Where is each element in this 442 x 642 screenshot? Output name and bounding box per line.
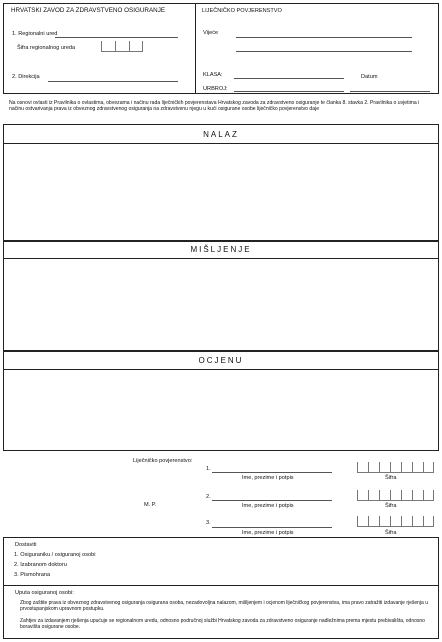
code-caption: Šifra <box>385 475 397 481</box>
klasa-label: KLASA: <box>203 72 223 78</box>
instructions-title: Uputa osiguranoj osobi: <box>15 590 74 596</box>
ocjenu-text-area[interactable] <box>5 371 437 449</box>
council-field-1[interactable] <box>236 37 412 38</box>
signature-row-number: 2. <box>206 494 211 500</box>
institution-title: HRVATSKI ZAVOD ZA ZDRAVSTVENO OSIGURANJE <box>11 7 166 14</box>
signature-caption: Ime, prezime i potpis <box>242 503 294 509</box>
directorate-label: 2. Direkcija <box>12 74 40 80</box>
regional-office-field[interactable] <box>55 37 178 38</box>
ocjenu-section <box>3 350 439 451</box>
member-code-field[interactable] <box>357 516 434 527</box>
nalaz-section <box>3 124 439 242</box>
urbroj-field[interactable] <box>234 91 344 92</box>
footer-block <box>3 537 439 639</box>
instructions-paragraph-1: Zbog zaštite prava iz obveznog zdravstvenog osiguranja osigurana osoba, nezadovoljna nalazom, mišljenjem i ocjenom liječničkog povjerenstva, ima pravo zatražiti izdavanje rješenja u prvostupanjskom upravnom postupku. <box>20 600 428 612</box>
mp-label: M. P. <box>144 502 157 508</box>
directorate-field[interactable] <box>48 81 178 82</box>
instructions-paragraph-2: Zahtjev za izdavanjem rješenja upućuje se regionalnom uredu, odnosno područnoj službi Hrvatskog zavoda za zdravstveno osiguranje nadležnima prema mjestu prebivališta, odnosno boravišta osigurane osobe. <box>20 618 425 630</box>
council-label: Vijeće <box>203 30 219 36</box>
urbroj-label: URBROJ: <box>203 86 228 92</box>
ocjenu-title: OCJENU <box>198 356 244 365</box>
signature-field[interactable] <box>212 527 332 528</box>
signature-field[interactable] <box>212 500 332 501</box>
header-divider <box>195 4 196 93</box>
delivery-item: 3. Pismohrana <box>14 572 51 578</box>
signature-row-number: 1. <box>206 466 211 472</box>
signature-caption: Ime, prezime i potpis <box>242 475 294 481</box>
regional-code-field[interactable] <box>101 41 143 52</box>
klasa-field[interactable] <box>234 78 344 79</box>
ocjenu-title-rule <box>4 369 438 370</box>
nalaz-title-rule <box>4 143 438 144</box>
intro-text: Na osnovi ovlasti iz Pravilnika o ovlastima, obvezama i načinu rada liječničkih povjerenstava Hrvatskog zavoda za zdravstveno osiguranje te članka 8. stavka 2. Pravilnika o uvjetima i načinu ostvarivanja prava iz obveznog zdravstvenog osiguranja na zdravstvenu njegu u kući osigurane osobe liječničko povjerenstvo daje <box>9 100 420 113</box>
regional-office-label: 1. Regionalni ured <box>12 31 58 37</box>
delivery-title: Dostaviti <box>15 542 37 548</box>
regional-code-label: Šifra regionalnog ureda <box>17 45 76 51</box>
council-field-2[interactable] <box>236 51 412 52</box>
datum-field[interactable] <box>350 91 430 92</box>
member-code-field[interactable] <box>357 462 434 473</box>
member-code-field[interactable] <box>357 490 434 501</box>
code-caption: Šifra <box>385 530 397 536</box>
header-block <box>3 3 439 94</box>
datum-label: Datum <box>361 74 378 80</box>
code-caption: Šifra <box>385 503 397 509</box>
delivery-item: 2. Izabranom doktoru <box>14 562 67 568</box>
delivery-item: 1. Osiguraniku / osiguranoj osobi <box>14 552 96 558</box>
misljenje-title: MIŠLJENJE <box>190 245 252 254</box>
committee-title: LIJEČNIČKO POVJERENSTVO <box>202 8 282 14</box>
misljenje-section <box>3 240 439 352</box>
signature-field[interactable] <box>212 472 332 473</box>
misljenje-text-area[interactable] <box>5 260 437 350</box>
committee-signatures-label: Liječničko povjerenstvo: <box>133 458 193 464</box>
footer-divider <box>4 585 438 586</box>
signature-row-number: 3. <box>206 520 211 526</box>
signature-caption: Ime, prezime i potpis <box>242 530 294 536</box>
misljenje-title-rule <box>4 258 438 259</box>
nalaz-title: NALAZ <box>203 130 239 139</box>
nalaz-text-area[interactable] <box>5 145 437 240</box>
